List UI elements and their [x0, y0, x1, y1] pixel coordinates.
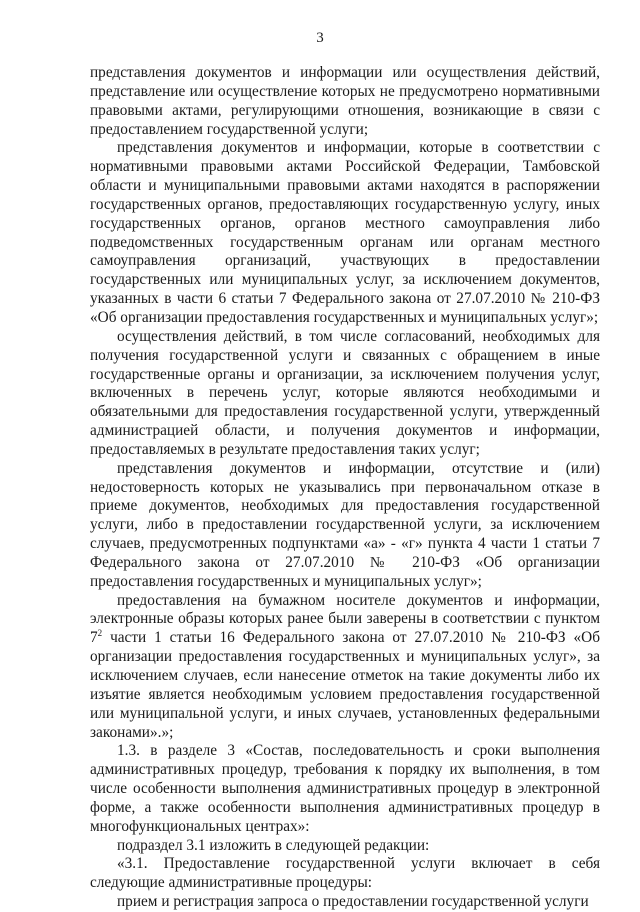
paragraph: представления документов и информации, которые в соответствии с нормативными правовыми актами Российской Федерации, Тамбовской области и муниципальными правовыми актами находятся в распоряжении государственных органов, предоставляющих государственную услугу, иных государственных органов, органов местного самоуправления либо подведомственных государственным органам или органам местного самоуправления организаций, участвующих в предоставлении государственных или муниципальных услуг, за исключением документов, указанных в части 6 статьи 7 Федерального закона от 27.07.2010 № 210-ФЗ «Об организации предоставления государственных и муниципальных услуг»;	[90, 139, 600, 326]
paragraph-text: предоставления на бумажном носителе документов и информации, электронные образы которых ранее были заверены в соответствии с пунктом 7	[90, 591, 600, 647]
paragraph: 1.3. в разделе 3 «Состав, последовательность и сроки выполнения административных процедур, требования к порядку их выполнения, в том числе особенности выполнения административных процедур в электронной форме, а также особенности выполнения административных процедур в многофункциональных центрах»:	[90, 742, 600, 835]
document-body	[90, 64, 600, 912]
paragraph: представления документов и информации, отсутствие и (или) недостоверность которых не указывались при первоначальном отказе в приеме документов, необходимых для предоставления государственной услуги, либо в предоставлении государственной услуги, за исключением случаев, предусмотренных подпунктами «а» - «г» пункта 4 части 1 статьи 7 Федерального закона от 27.07.2010 № 210-ФЗ «Об организации предоставления государственных и муниципальных услуг»;	[90, 459, 600, 590]
page-number: 3	[316, 30, 324, 46]
paragraph: подраздел 3.1 изложить в следующей редакции:	[117, 836, 430, 854]
paragraph: представления документов и информации или осуществления действий, представление или осуществление которых не предусмотрено нормативными правовыми актами, регулирующими отношения, возникающие в связи с предоставлением государственной услуги;	[90, 64, 600, 138]
paragraph: «3.1. Предоставление государственной услуги включает в себя следующие административные процедуры:	[90, 855, 600, 892]
paragraph	[90, 592, 600, 743]
paragraph: прием и регистрация запроса о предоставлении государственной услуги	[117, 893, 589, 911]
superscript: 2	[97, 628, 103, 639]
paragraph: осуществления действий, в том числе согласований, необходимых для получения государственной услуги и связанных с обращением в иные государственные органы и организации, за исключением получения услуг, включенных в перечень услуг, которые являются необходимыми и обязательными для предоставления государственной услуги, утвержденный администрацией области, и получения документов и информации, предоставляемых в результате предоставления таких услуг;	[90, 327, 600, 458]
paragraph-text: части 1 статьи 16 Федерального закона от 27.07.2010 № 210-ФЗ «Об организации предоставления государственных и муниципальных услуг», за исключением случаев, если нанесение отметок на такие документы либо их изъятие является необходимым условием предоставления государственной или муниципальной услуги, и иных случаев, установленных федеральными законами».»;	[90, 629, 600, 741]
